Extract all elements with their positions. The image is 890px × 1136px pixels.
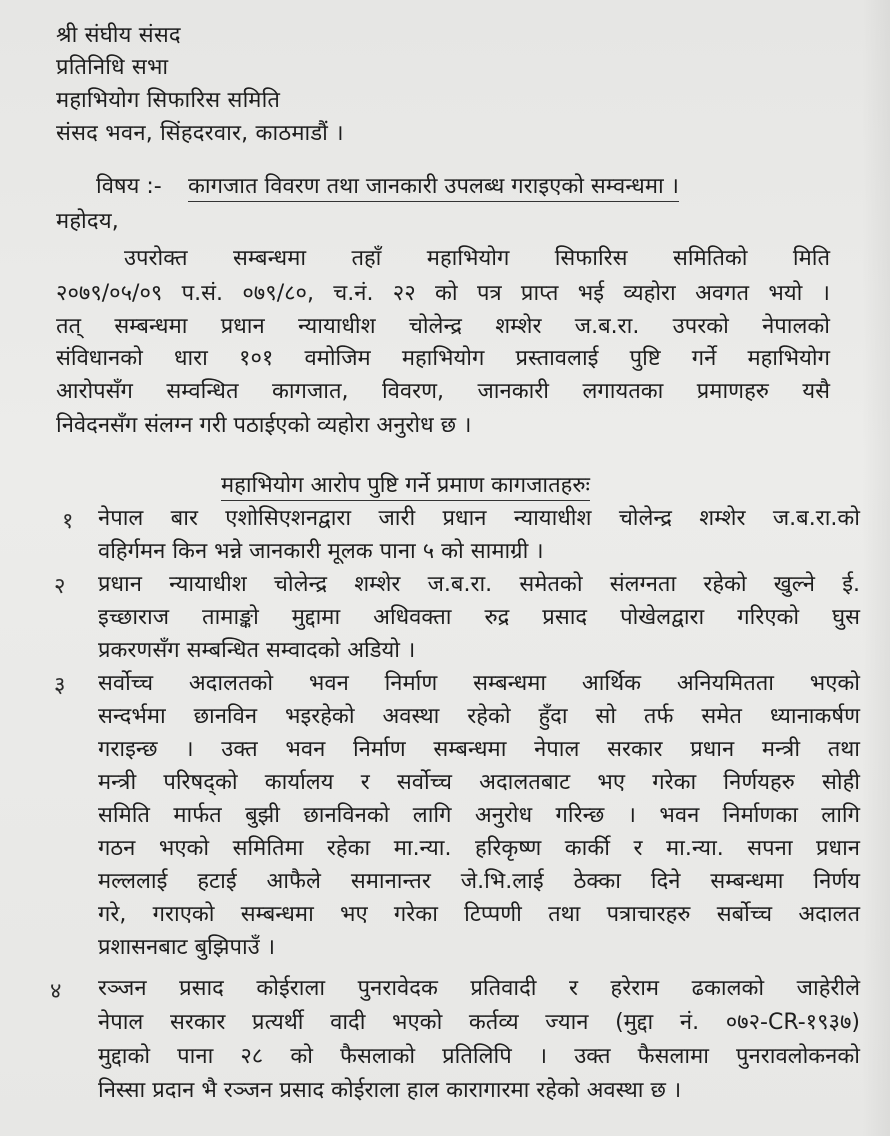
intro-line-2: २०७९/०५/०९ प.सं. ०७९/८०, च.नं. २२ को पत्र प्राप्त भई व्यहोरा अवगत भयो । xyxy=(56,281,830,306)
item-4-line-4: निस्सा प्रदान भै रञ्जन प्रसाद कोईराला हाल कारागारमा रहेको अवस्था छ । xyxy=(98,1078,682,1103)
intro-line-6: निवेदनसँग संलग्न गरी पठाईएको व्यहोरा अनुरोध छ । xyxy=(56,413,472,438)
address-line-4: संसद भवन, सिंहदरवार, काठमाडौं । xyxy=(56,121,344,146)
item-number: ३ xyxy=(54,673,66,698)
item-3-line-4: मन्त्री परिषद्को कार्यालय र सर्वोच्च अदालतबाट भए गरेका निर्णयहरु सोही xyxy=(98,770,860,795)
address-line-3: महाभियोग सिफारिस समिति xyxy=(56,88,281,113)
item-3-line-7: मल्ललाई हटाई आफैले समानान्तर जे.भि.लाई ठेक्का दिने सम्बन्धमा निर्णय xyxy=(98,869,860,894)
item-3-line-8: गरे, गराएको सम्बन्धमा भए गरेका टिप्पणी तथा पत्राचारहरु सर्बोच्च अदालत xyxy=(98,902,860,927)
item-number: ४ xyxy=(50,979,62,1004)
item-3-line-3: गराइन्छ । उक्त भवन निर्माण सम्बन्धमा नेपाल सरकार प्रधान मन्त्री तथा xyxy=(98,737,860,762)
item-number: १ xyxy=(62,509,74,534)
item-2-line-2: इच्छाराज तामाङ्को मुद्दामा अधिवक्ता रुद्र प्रसाद पोखेलद्वारा गरिएको घुस xyxy=(98,605,860,630)
page-edge-shadow xyxy=(862,0,890,1136)
intro-line-4: संविधानको धारा १०१ वमोजिम महाभियोग प्रस्तावलाई पुष्टि गर्ने महाभियोग xyxy=(56,346,830,371)
item-1-line-2: वहिर्गमन किन भन्ने जानकारी मूलक पाना ५ को सामाग्री । xyxy=(98,539,544,564)
item-number: २ xyxy=(54,574,66,599)
item-1-line-1: नेपाल बार एशोसिएशनद्वारा जारी प्रधान न्यायाधीश चोलेन्द्र शम्शेर ज.ब.रा.को xyxy=(98,506,860,531)
item-2-line-3: प्रकरणसँग सम्बन्धित सम्वादको अडियो । xyxy=(98,638,416,663)
intro-line-5: आरोपसँग सम्वन्धित कागजात, विवरण, जानकारी लगायतका प्रमाणहरु यसै xyxy=(56,379,830,404)
item-4-line-1: रञ्जन प्रसाद कोईराला पुनरावेदक प्रतिवादी र हरेराम ढकालको जाहेरीले xyxy=(98,976,860,1001)
salutation: महोदय, xyxy=(56,209,119,234)
item-3-line-9: प्रशासनबाट बुझिपाउँ । xyxy=(98,935,276,960)
intro-line-3: तत् सम्बन्धमा प्रधान न्यायाधीश चोलेन्द्र शम्शेर ज.ब.रा. उपरको नेपालको xyxy=(56,314,830,339)
evidence-heading: महाभियोग आरोप पुष्टि गर्ने प्रमाण कागजातहरुः xyxy=(221,472,590,501)
item-4-line-2: नेपाल सरकार प्रत्यर्थी वादी भएको कर्तव्य ज्यान (मुद्दा नं. ०७२-CR-१९३७) xyxy=(98,1010,860,1035)
item-3-line-6: गठन भएको समितिमा रहेका मा.न्या. हरिकृष्ण कार्की र मा.न्या. सपना प्रधान xyxy=(98,836,860,861)
address-line-2: प्रतिनिधि सभा xyxy=(56,55,169,80)
address-line-1: श्री संघीय संसद xyxy=(56,23,181,48)
item-4-line-3: मुद्दाको पाना २८ को फैसलाको प्रतिलिपि । उक्त फैसलामा पुनरावलोकनको xyxy=(98,1044,860,1069)
intro-line-1: उपरोक्त सम्बन्धमा तहाँ महाभियोग सिफारिस समितिको मिति xyxy=(124,246,830,271)
item-3-line-1: सर्वोच्च अदालतको भवन निर्माण सम्बन्धमा आर्थिक अनियमितता भएको xyxy=(98,671,860,696)
item-3-line-5: समिति मार्फत बुझी छानविनको लागि अनुरोध गरिन्छ । भवन निर्माणका लागि xyxy=(98,803,860,828)
item-2-line-1: प्रधान न्यायाधीश चोलेन्द्र शम्शेर ज.ब.रा. समेतको संलग्नता रहेको खुल्ने ई. xyxy=(98,572,860,597)
item-3-line-2: सन्दर्भमा छानविन भइरहेको अवस्था रहेको हुँदा सो तर्फ समेत ध्यानाकर्षण xyxy=(98,704,860,729)
subject-label: विषय :- xyxy=(96,174,162,199)
subject-text: कागजात विवरण तथा जानकारी उपलब्ध गराइएको सम्वन्धमा । xyxy=(188,173,679,202)
